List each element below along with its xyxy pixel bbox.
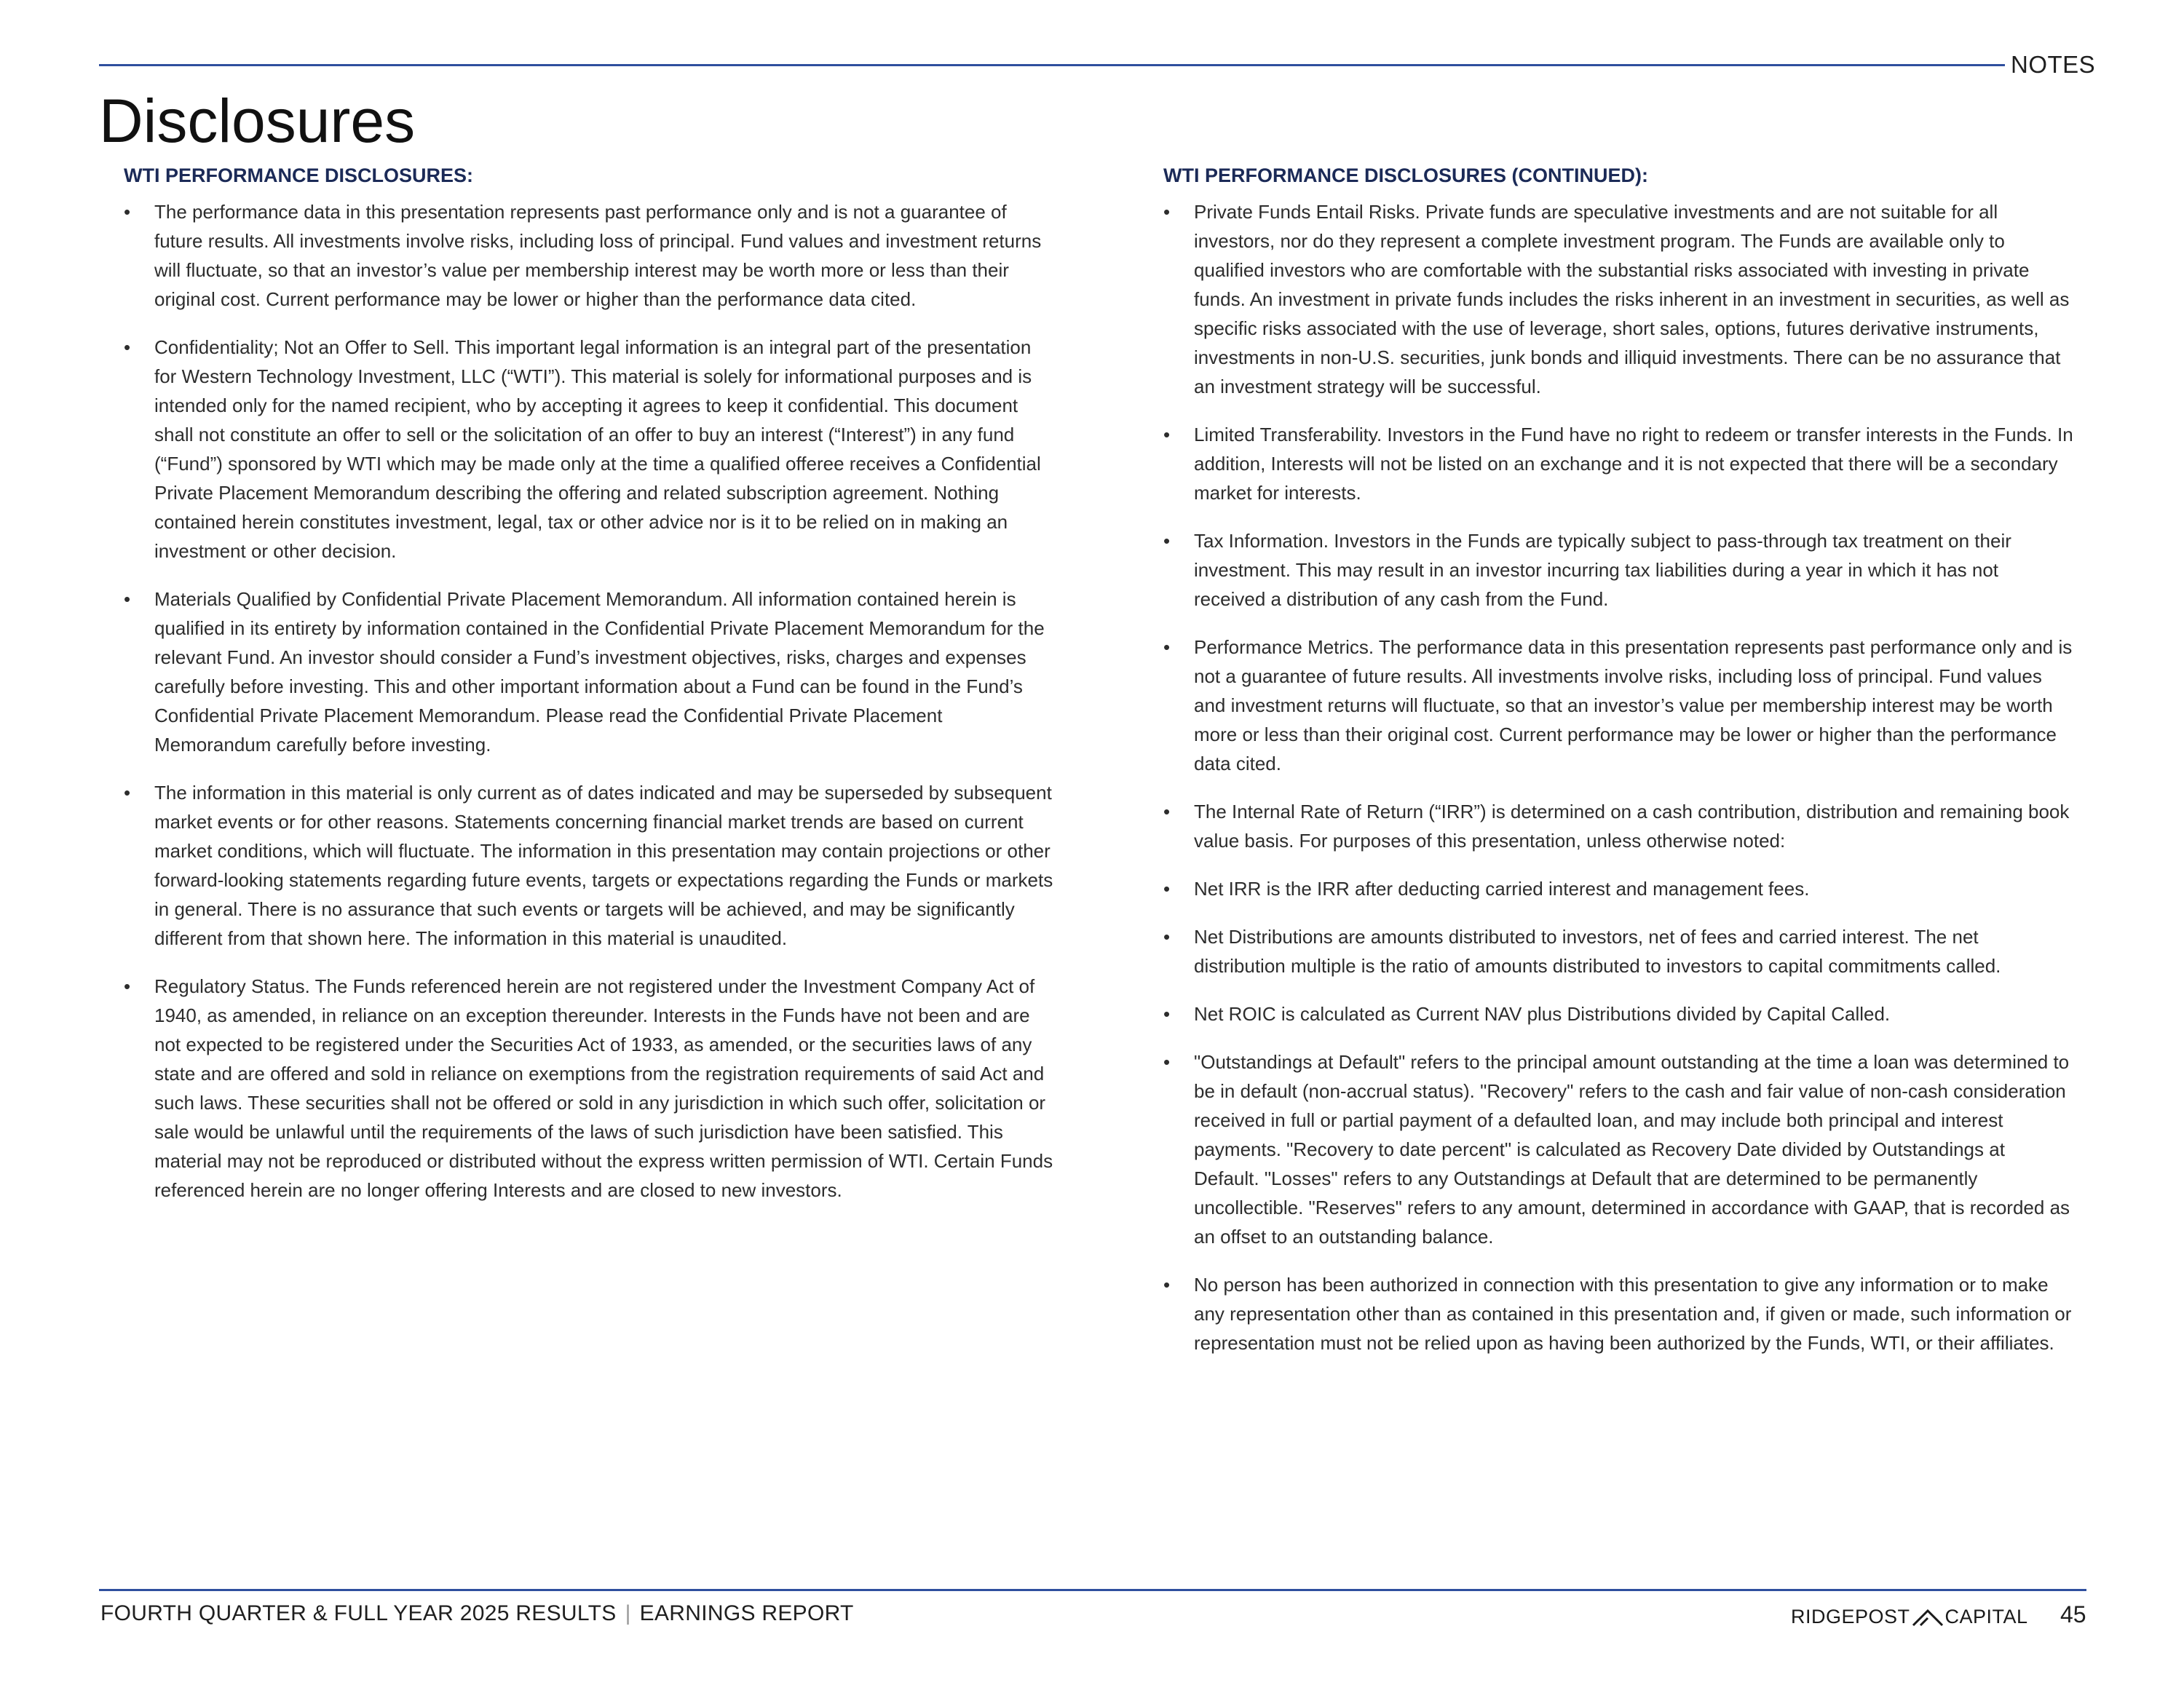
disclosure-item: • Net ROIC is calculated as Current NAV plus Distributions divided by Capital Called. <box>1163 999 2073 1028</box>
disclosure-item: • Net IRR is the IRR after deducting carried interest and management fees. <box>1163 874 2073 903</box>
brand-logo <box>1791 1606 2028 1628</box>
footer-rule <box>99 1589 2086 1591</box>
ridge-peak-icon <box>1912 1608 1944 1627</box>
brand-name-right: CAPITAL <box>1944 1606 2028 1627</box>
disclosure-item: • Private Funds Entail Risks. Private funds are speculative investments and are not suitable for all investors, nor do they represent a complete investment program. The Funds are available only to qualified investors who are comfortable with the substantial risks associated with investing in private funds. An investment in private funds includes the risks inherent in an investment in securities, as well as specific risks associated with the use of leverage, short sales, options, futures derivative instruments, investments in non-U.S. securities, junk bonds and illiquid investments. There can be no assurance that an investment strategy will be successful. <box>1163 197 2073 401</box>
right-column-heading: WTI PERFORMANCE DISCLOSURES (CONTINUED): <box>1163 164 1648 186</box>
section-label: NOTES <box>2011 51 2096 78</box>
disclosure-item: • Regulatory Status. The Funds referenced herein are not registered under the Investment Company Act of 1940, as amended, in reliance on an exception thereunder. Interests in the Funds have not been and are not expected to be registered under the Securities Act of 1933, as amended, or the securities laws of any state and are offered and sold in reliance on exemptions from the registration requirements of said Act and such laws. These securities shall not be offered or sold in any jurisdiction in which such offer, solicitation or sale would be unlawful until the requirements of the laws of such jurisdiction have been satisfied. This material may not be reproduced or distributed without the express written permission of WTI. Certain Funds referenced herein are no longer offering Interests and are closed to new investors. <box>124 972 1056 1205</box>
report-type: EARNINGS REPORT <box>639 1601 854 1625</box>
disclosure-item: • Materials Qualified by Confidential Private Placement Memorandum. All information contained herein is qualified in its entirety by information contained in the Confidential Private Placement Memorandum for the relevant Fund. An investor should consider a Fund’s investment objectives, risks, charges and expenses carefully before investing. This and other important information about a Fund can be found in the Fund’s Confidential Private Placement Memorandum. Please read the Confidential Private Placement Memorandum carefully before investing. <box>124 584 1056 759</box>
left-disclosures-column <box>124 164 1056 1224</box>
left-disclosure-list <box>124 197 1056 1205</box>
footer-separator: | <box>625 1601 631 1625</box>
header-rule <box>99 64 2005 66</box>
right-disclosures-column <box>1163 164 2073 1376</box>
disclosure-item: • No person has been authorized in connection with this presentation to give any information or to make any representation other than as contained in this presentation and, if given or made, such information or representation must not be relied upon as having been authorized by the Funds, WTI, or their affiliates. <box>1163 1270 2073 1357</box>
disclosure-item: • "Outstandings at Default" refers to the principal amount outstanding at the time a loan was determined to be in default (non-accrual status). "Recovery" refers to the cash and fair value of non-cash consideration received in full or partial payment of a defaulted loan, and may include both principal and interest payments. "Recovery to date percent" is calculated as Recovery Date divided by Outstandings at Default. "Losses" refers to any Outstandings at Default that are determined to be permanently uncollectible. "Reserves" refers to any amount, determined in accordance with GAAP, that is recorded as an offset to an outstanding balance. <box>1163 1047 2073 1251</box>
disclosure-item: • Limited Transferability. Investors in the Fund have no right to redeem or transfer interests in the Funds. In addition, Interests will not be listed on an exchange and it is not expected that there will be a secondary market for interests. <box>1163 420 2073 507</box>
disclosure-item: • Confidentiality; Not an Offer to Sell. This important legal information is an integral part of the presentation for Western Technology Investment, LLC (“WTI”). This material is solely for informational purposes and is intended only for the named recipient, who by accepting it agrees to keep it confidential. This document shall not constitute an offer to sell or the solicitation of an offer to buy an interest (“Interest”) in any fund (“Fund”) sponsored by WTI which may be made only at the time a qualified offeree receives a Confidential Private Placement Memorandum describing the offering and related subscription agreement. Nothing contained herein constitutes investment, legal, tax or other advice nor is it to be relied on in making an investment or other decision. <box>124 333 1056 566</box>
footer-report-title <box>100 1601 854 1626</box>
brand-name-left: RIDGEPOST <box>1791 1606 1910 1627</box>
disclosure-item: • Tax Information. Investors in the Funds are typically subject to pass-through tax treatment on their investment. This may result in an investor incurring tax liabilities during a year in which it has not received a distribution of any cash from the Fund. <box>1163 526 2073 614</box>
left-column-heading: WTI PERFORMANCE DISCLOSURES: <box>124 164 474 186</box>
disclosure-item: • Performance Metrics. The performance data in this presentation represents past performance only and is not a guarantee of future results. All investments involve risks, including loss of principal. Fund values and investment returns will fluctuate, so that an investor’s value per membership interest may be worth more or less than their original cost. Current performance may be lower or higher than the performance data cited. <box>1163 633 2073 778</box>
right-disclosure-list <box>1163 197 2073 1357</box>
disclosure-item: • The Internal Rate of Return (“IRR”) is determined on a cash contribution, distribution and remaining book value basis. For purposes of this presentation, unless otherwise noted: <box>1163 797 2073 855</box>
disclosure-item: • Net Distributions are amounts distributed to investors, net of fees and carried interest. The net distribution multiple is the ratio of amounts distributed to investors to capital commitments called. <box>1163 922 2073 980</box>
disclosure-item: • The information in this material is only current as of dates indicated and may be superseded by subsequent market events or for other reasons. Statements concerning financial market trends are based on current market conditions, which will fluctuate. The information in this presentation may contain projections or other forward-looking statements regarding future events, targets or expectations regarding the Funds or markets in general. There is no assurance that such events or targets will be achieved, and may be significantly different from that shown here. The information in this material is unaudited. <box>124 778 1056 953</box>
disclosure-item: • The performance data in this presentation represents past performance only and is not a guarantee of future results. All investments involve risks, including loss of principal. Fund values and investment returns will fluctuate, so that an investor’s value per membership interest may be worth more or less than their original cost. Current performance may be lower or higher than the performance data cited. <box>124 197 1056 314</box>
report-title: FOURTH QUARTER & FULL YEAR 2025 RESULTS <box>100 1601 617 1625</box>
page-title: Disclosures <box>99 87 416 155</box>
page-number: 45 <box>2060 1601 2086 1627</box>
